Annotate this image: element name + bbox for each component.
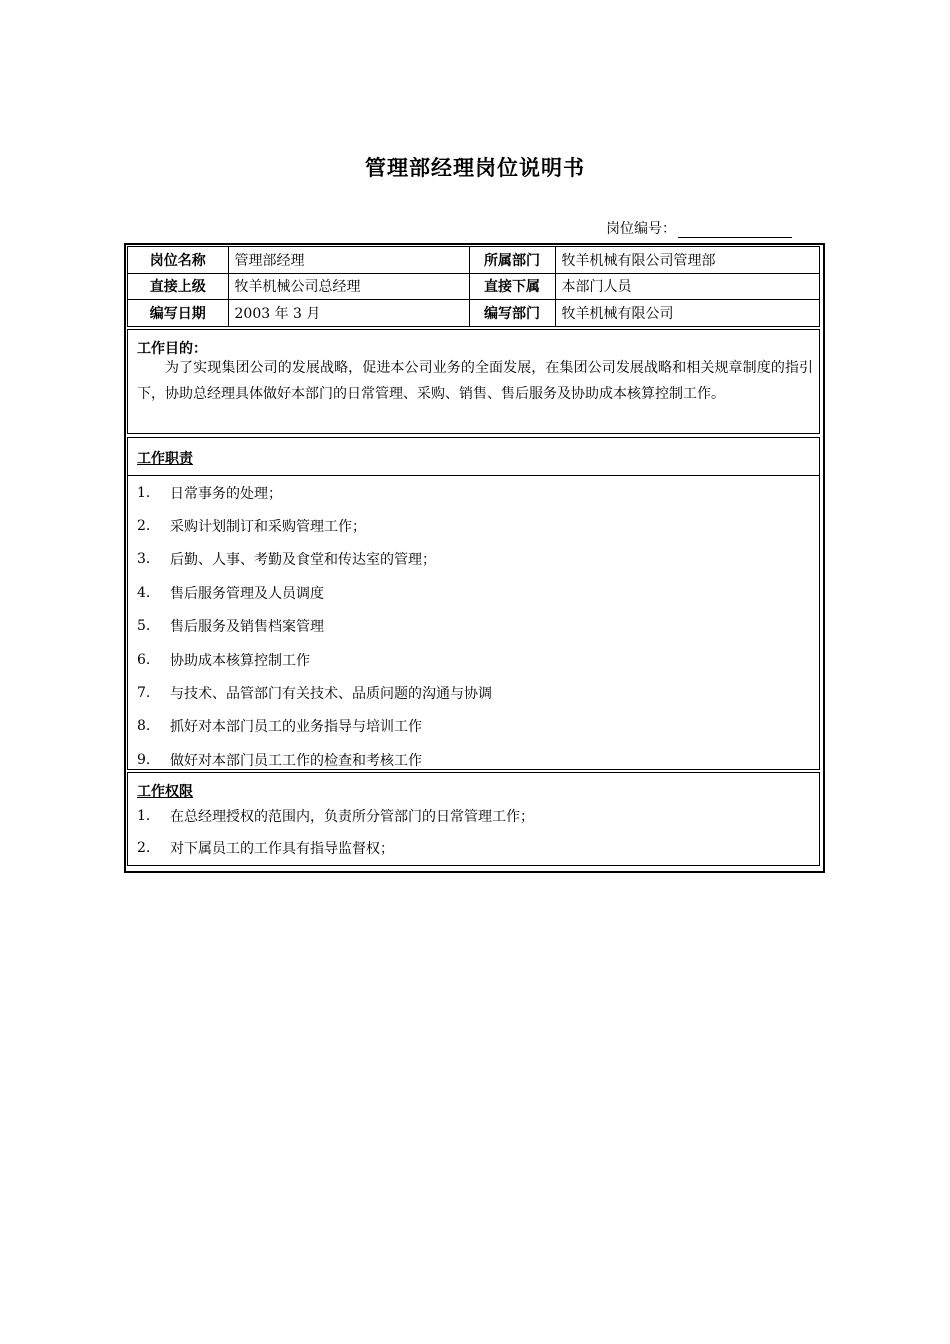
basic-info-table [128, 247, 819, 326]
info-label: 岗位名称 [128, 247, 228, 273]
list-item-number: 7. [137, 685, 151, 702]
list-item-number: 5. [137, 618, 151, 635]
list-item-number: 4. [137, 584, 151, 601]
list-item [128, 610, 819, 643]
list-item [128, 643, 819, 676]
info-label: 编写部门 [469, 300, 555, 326]
list-item-text: 后勤、人事、考勤及食堂和传达室的管理； [170, 552, 436, 569]
document-title: 管理部经理岗位说明书 [365, 156, 585, 180]
work-authority-heading-text: 工作权限 [137, 784, 193, 800]
info-row [128, 300, 819, 326]
info-value: 牧羊机械有限公司 [555, 300, 819, 326]
post-number-blank [678, 223, 792, 238]
work-duties-list [128, 476, 819, 777]
list-item [128, 509, 819, 542]
list-item-text: 在总经理授权的范围内，负责所分管部门的日常管理工作； [170, 809, 534, 825]
work-authority-heading [128, 773, 819, 800]
list-item-text: 协助成本核算控制工作 [170, 652, 310, 669]
basic-info-box [127, 246, 820, 327]
post-number-field [606, 218, 792, 238]
list-item [128, 576, 819, 609]
list-item-text: 售后服务管理及人员调度 [170, 585, 324, 602]
list-item [128, 676, 819, 709]
list-item [128, 710, 819, 743]
info-label: 编写日期 [128, 300, 228, 326]
info-value: 管理部经理 [228, 247, 469, 273]
info-label: 直接下属 [469, 273, 555, 300]
list-item-text: 抓好对本部门员工的业务指导与培训工作 [170, 719, 422, 736]
list-item [128, 800, 819, 832]
list-item-text: 对下属员工的工作具有指导监督权； [170, 841, 394, 857]
list-item-number: 2. [137, 840, 151, 856]
list-item-text: 与技术、品管部门有关技术、品质问题的沟通与协调 [170, 686, 492, 703]
work-duties-section [127, 437, 820, 770]
list-item-text: 日常事务的处理； [170, 485, 282, 502]
work-duties-heading [128, 438, 819, 476]
info-row [128, 247, 819, 273]
list-item-text: 售后服务及销售档案管理 [170, 619, 324, 636]
info-row [128, 273, 819, 300]
list-item-number: 2. [137, 518, 151, 535]
list-item-text: 采购计划制订和采购管理工作； [170, 519, 366, 536]
work-duties-heading-text: 工作职责 [137, 451, 193, 467]
info-label: 所属部门 [469, 247, 555, 273]
info-value: 本部门人员 [555, 273, 819, 300]
work-authority-list [128, 800, 819, 864]
work-purpose-section [127, 329, 820, 434]
list-item-number: 6. [137, 651, 151, 668]
list-item-number: 1. [137, 808, 151, 824]
post-number-label: 岗位编号： [606, 221, 676, 237]
work-authority-section [127, 772, 820, 866]
info-value: 牧羊机械有限公司管理部 [555, 247, 819, 273]
info-label: 直接上级 [128, 273, 228, 300]
info-value: 2003 年 3 月 [228, 300, 469, 326]
list-item [128, 543, 819, 576]
work-purpose-text: 为了实现集团公司的发展战略，促进本公司业务的全面发展，在集团公司发展战略和相关规章制度的指引下，协助总经理具体做好本部门的日常管理、采购、销售、售后服务及协助成本核算控制工作。 [137, 360, 813, 402]
list-item-number: 1. [137, 484, 151, 501]
list-item [128, 832, 819, 864]
work-purpose-heading: 工作目的： [137, 341, 207, 357]
list-item-text: 做好对本部门员工工作的检查和考核工作 [170, 752, 422, 769]
list-item-number: 9. [137, 751, 151, 768]
info-value: 牧羊机械公司总经理 [228, 273, 469, 300]
list-item-number: 3. [137, 551, 151, 568]
list-item [128, 476, 819, 509]
list-item-number: 8. [137, 718, 151, 735]
